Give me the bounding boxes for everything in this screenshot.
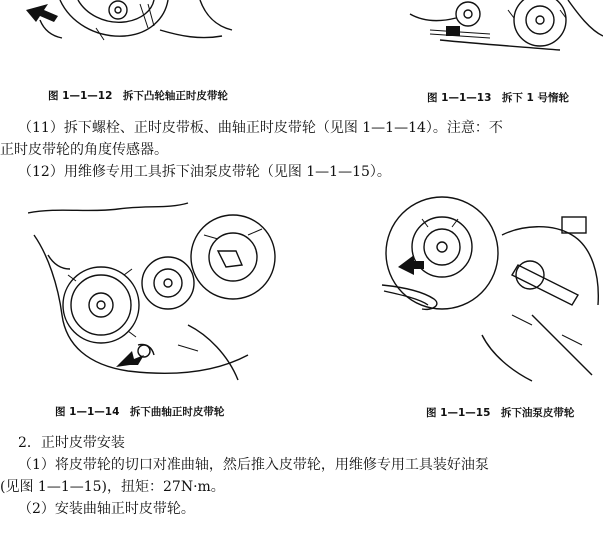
- figure-1-1-14-caption: 图 1—1—14 拆下曲轴正时皮带轮: [55, 406, 225, 418]
- arrow-icon: [116, 351, 144, 367]
- figure-1-1-15-caption: 图 1—1—15 拆下油泵皮带轮: [426, 407, 575, 419]
- figure-1-1-12-illustration: [0, 0, 240, 60]
- figure-1-1-13-illustration: [400, 0, 603, 60]
- section-2-heading: 2．正时皮带安装: [18, 435, 125, 451]
- arrow-icon: [26, 4, 58, 22]
- step-11-text-line-2: 正时皮带轮的角度传感器。: [0, 142, 168, 158]
- step-11-text-line-1: （11）拆下螺栓、正时皮带板、曲轴正时皮带轮（见图 1—1—14）。注意：不: [18, 120, 503, 136]
- figure-1-1-15-illustration: [362, 195, 603, 385]
- install-step-1-line-1: （1）将皮带轮的切口对准曲轴，然后推入皮带轮，用维修专用工具装好油泵: [18, 457, 489, 473]
- step-12-text: （12）用维修专用工具拆下油泵皮带轮（见图 1—1—15）。: [18, 164, 391, 180]
- install-step-1-line-2: (见图 1—1—15)，扭矩：27N·m。: [0, 479, 225, 495]
- install-step-2-text: （2）安装曲轴正时皮带轮。: [18, 501, 195, 517]
- figure-1-1-14-illustration: [28, 195, 283, 385]
- figure-1-1-13-caption: 图 1—1—13 拆下 1 号惰轮: [427, 92, 569, 104]
- arrow-icon: [398, 255, 424, 275]
- figure-1-1-12-caption: 图 1—1—12 拆下凸轮轴正时皮带轮: [48, 90, 228, 102]
